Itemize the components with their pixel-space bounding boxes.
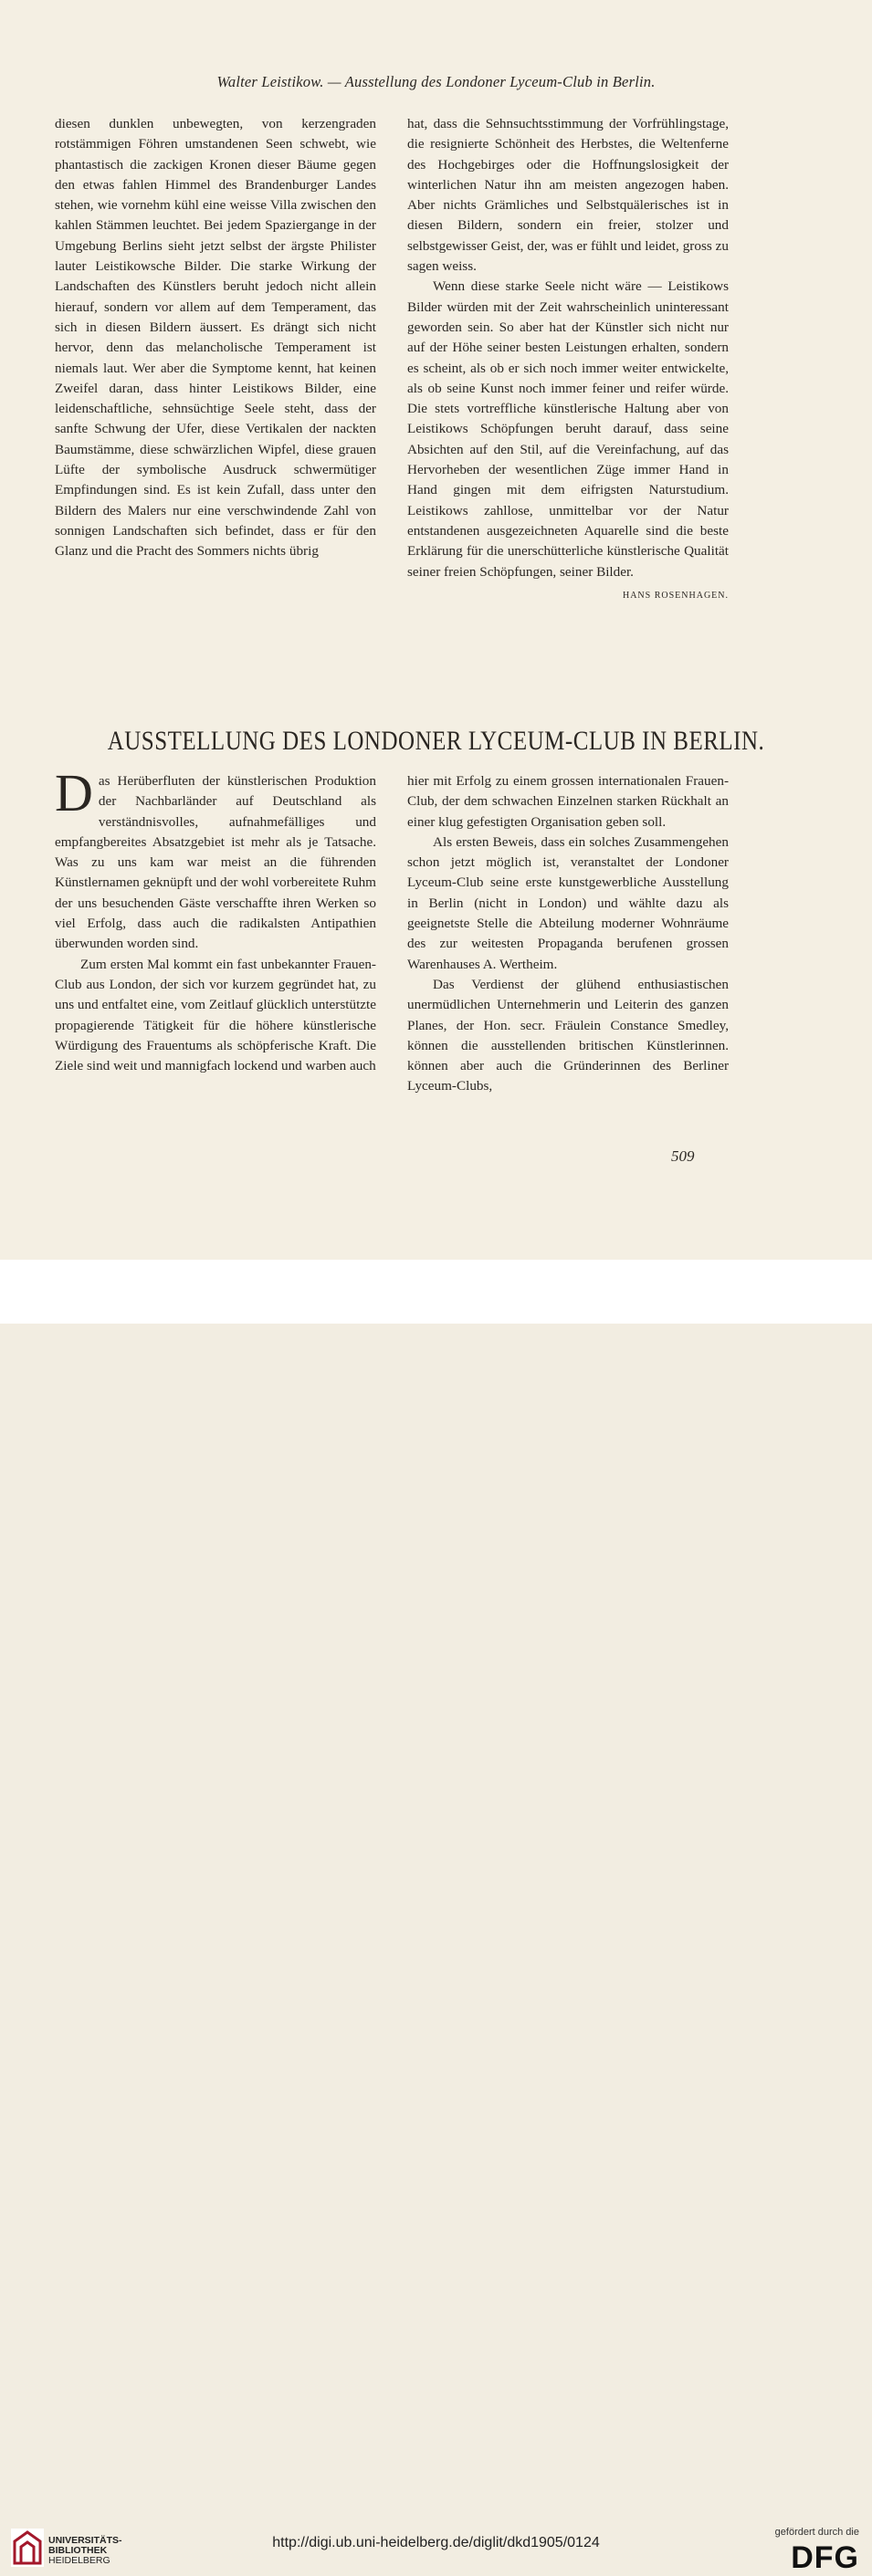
paragraph	[55, 763, 376, 955]
article1-column-left	[55, 114, 376, 562]
article1-column-right	[407, 114, 729, 606]
paragraph: diesen dunklen unbewegten, von kerzengraden rotstämmigen Föhren umstandenen Seen schwebt, wie phantastisch die zackigen Kronen dieser Bäume gegen den etwas fahlen Himmel des Brandenburger Landes stehen, wie vornehm kühl eine weisse Villa zwischen den kahlen Stämmen leuchtet. Bei jedem Spaziergange in der Umgebung Berlins sieht jetzt selbst der ärgste Philister lauter Leistikowsche Bilder. Die starke Wirkung der Landschaften des Künstlers beruht jedoch nicht allein hierauf, sondern vor allem auf dem Temperament, das sich in diesen Bildern äussert. Es drängt sich nicht hervor, denn das melancholische Temperament ist niemals laut. Wer aber die Symptome kennt, hat keinen Zweifel daran, dass hinter Leistikows Bilder, eine leidenschaftliche, sehnsüchtige Seele steht, dass der sanfte Schwung der Ufer, diese Vertikalen der nackten Baumstämme, diese schwärzlichen Wipfel, diese grauen Lüfte der symbolische Ausdruck schwermütiger Empfindungen sind. Es ist kein Zufall, dass unter den Bildern des Malers nur eine verschwindende Zahl von sonnigen Landschaften sich befindet, dass er für den Glanz und die Pracht des Sommers nichts übrig	[55, 116, 376, 560]
running-head: Walter Leistikow. — Ausstellung des Londoner Lyceum-Club in Berlin.	[216, 73, 656, 90]
library-line: UNIVERSITÄTS-	[48, 2535, 122, 2546]
library-line: BIBLIOTHEK	[48, 2545, 108, 2556]
paragraph-text: Wenn diese starke Seele nicht wäre — Leistikows Bilder würden mit der Zeit wahrscheinlich uninteressant geworden sein. So aber hat der Künstler sich nicht nur auf der Höhe seiner besten Leistungen erhalten, sondern es scheint, als ob er sich noch immer weiter entwickelte, als ob seine Kunst noch immer feiner und reifer würde. Die stets vortreffliche künstlerische Haltung aber von Leistikows Schöpfungen beruht darauf, dass seine Absichten auf den Stil, auf die Vereinfachung, auf das Hervorheben der wesentlichen Züge immer Hand in Hand gingen mit dem eifrigsten Naturstudium. Leistikows zahllose, unmittelbar vor der Natur entstandenen ausgezeichneten Aquarelle sind die beste Erklärung für die unerschütterliche künstlerische Qualität seiner freien Schöpfungen, seiner Bilder.	[407, 278, 729, 580]
paragraph: Zum ersten Mal kommt ein fast unbekannter Frauen-Club aus London, der sich vor kurzem gegründet hat, zu uns und entfaltet eine, vom Zeitlauf glücklich unterstützte propagierende Tätigkeit für die höhere künstlerische Würdigung des Frauentums als schöpferische Kraft. Die Ziele sind weit und mannigfach lockend und warben auch	[55, 956, 376, 1074]
article2-column-right	[407, 771, 729, 1097]
article-title: AUSSTELLUNG DES LONDONER LYCEUM-CLUB IN BERLIN.	[107, 727, 765, 756]
viewer-footer	[0, 1260, 872, 2575]
author-signature: HANS ROSENHAGEN.	[622, 590, 729, 601]
permalink-url[interactable]: http://digi.ub.uni-heidelberg.de/diglit/dkd1905/0124	[272, 2535, 600, 2550]
document-page	[0, 0, 872, 1260]
paragraph	[407, 277, 729, 601]
paragraph: hier mit Erfolg zu einem grossen internationalen Frauen-Club, der dem schwachen Einzelnen starken Rückhalt an einer klug gefestigten Organisation geben soll.	[407, 773, 729, 830]
article2-column-left	[55, 763, 376, 1076]
dfg-logo: DFG	[791, 2540, 859, 2575]
drop-cap: D	[55, 763, 93, 822]
library-line: HEIDELBERG	[48, 2555, 110, 2566]
paragraph-text: as Herüberfluten der künstlerischen Produktion der Nachbarländer auf Deutschland als verständnisvolles, aufnahmefälliges und empfangbereites Absatzgebiet ist mehr als je Tatsache. Was zu uns kam war meist an die führenden Künstlernamen geknüpft und der wohl vorbereitete Ruhm der uns besuchenden Gäste verschaffte ihren Werken so viel Erfolg, dass auch die radikalsten Antipathien überwunden worden sind.	[55, 773, 376, 952]
page-number: 509	[671, 1147, 695, 1165]
paragraph: Als ersten Beweis, dass ein solches Zusammengehen schon jetzt möglich ist, veranstaltet der Londoner Lyceum-Club seine erste kunstgewerbliche Ausstellung in Berlin (nicht in London) und wählte dazu als geeignetste Stelle die Abteilung moderner Wohnräume des zur weitesten Propaganda berufenen grossen Warenhauses A. Wertheim.	[407, 833, 729, 972]
paragraph: hat, dass die Sehnsuchtsstimmung der Vorfrühlingstage, die resignierte Schönheit des Herbstes, die Weltenferne des Hochgebirges oder die Hoffnungslosigkeit der winterlichen Natur ihn am meisten angezogen haben. Aber nichts Grämliches und Selbstquälerisches ist in diesen Bildern, sondern ein freier, stolzer und selbstgewisser Geist, der, was er fühlt und leidet, gross zu sagen weiss.	[407, 116, 729, 275]
funding-caption: gefördert durch die	[774, 2527, 859, 2538]
paragraph: Das Verdienst der glühend enthusiastischen unermüdlichen Unternehmerin und Leiterin des ganzen Planes, der Hon. secr. Fräulein Constance Smedley, können die ausstellenden britischen Künstlerinnen. können aber auch die Gründerinnen des Berliner Lyceum-Clubs,	[407, 976, 729, 1094]
